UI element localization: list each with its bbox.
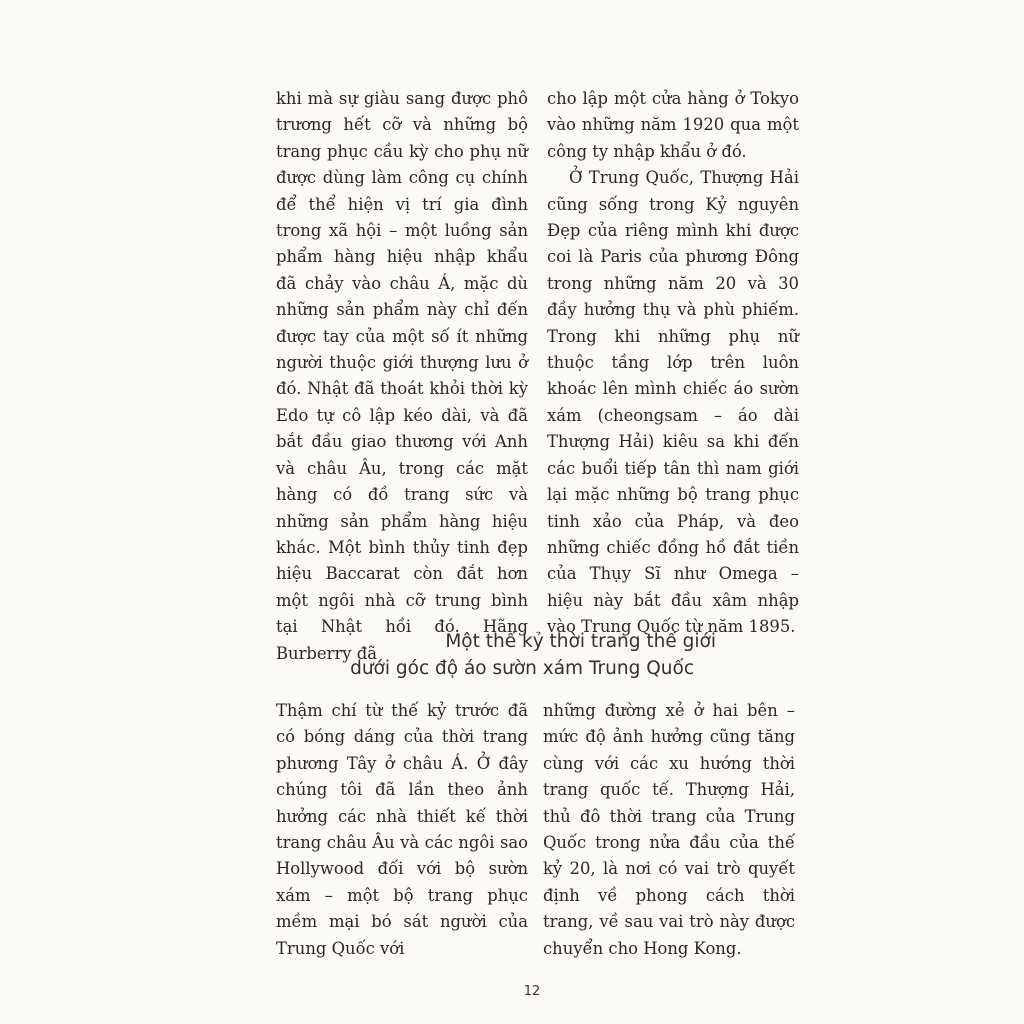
section-heading-line-1: Một thế kỷ thời trang thế giới [445,631,716,652]
section-heading-line-2: dưới góc độ áo sườn xám Trung Quốc [350,658,694,679]
paragraph: Ở Trung Quốc, Thượng Hải cũng sống trong Kỷ nguyên Đẹp của riêng mình khi được coi là Paris của phương Đông trong những năm 20 và 30 đầy hưởng thụ và phù phiếm. Trong khi những phụ nữ thuộc tầng lớp trên luôn khoác lên mình chiếc áo sườn xám (cheongsam – áo dài Thượng Hải) kiêu sa khi đến các buổi tiếp tân thì nam giới lại mặc những bộ trang phục tinh xảo của Pháp, và đeo những chiếc đồng hồ đắt tiền của Thụy Sĩ như Omega – hiệu này bắt đầu xâm nhập vào Trung Quốc từ năm 1895. [547,168,799,637]
bottom-left-column [276,698,528,962]
paragraph: những đường xẻ ở hai bên – mức độ ảnh hưởng cũng tăng cùng với các xu hướng thời trang quốc tế. Thượng Hải, thủ đô thời trang của Trung Quốc trong nửa đầu của thế kỷ 20, là nơi có vai trò quyết định về phong cách thời trang, về sau vai trò này được chuyển cho Hong Kong. [543,701,795,958]
paragraph: Thậm chí từ thế kỷ trước đã có bóng dáng của thời trang phương Tây ở châu Á. Ở đây chúng tôi đã lần theo ảnh hưởng các nhà thiết kế thời trang châu Âu và các ngôi sao Hollywood đối với bộ sườn xám – một bộ trang phục mềm mại bó sát người của Trung Quốc với [276,701,528,958]
paragraph: khi mà sự giàu sang được phô trương hết cỡ và những bộ trang phục cầu kỳ cho phụ nữ được dùng làm công cụ chính để thể hiện vị trí gia đình trong xã hội – một luồng sản phẩm hàng hiệu nhập khẩu đã chảy vào châu Á, mặc dù những sản phẩm này chỉ đến được tay của một số ít những người thuộc giới thượng lưu ở đó. Nhật đã thoát khỏi thời kỳ Edo tự cô lập kéo dài, và đã bắt đầu giao thương với Anh và châu Âu, trong các mặt hàng có đồ trang sức và những sản phẩm hàng hiệu khác. Một bình thủy tinh đẹp hiệu Baccarat còn đắt hơn một ngôi nhà cỡ trung bình tại Nhật hồi đó. Hãng Burberry đã [276,89,528,663]
top-left-column [276,86,528,667]
page-number: 12 [523,984,541,999]
top-right-column [547,86,799,641]
section-heading [276,628,816,682]
paragraph: cho lập một cửa hàng ở Tokyo vào những năm 1920 qua một công ty nhập khẩu ở đó. [547,89,799,161]
bottom-right-column [543,698,795,962]
